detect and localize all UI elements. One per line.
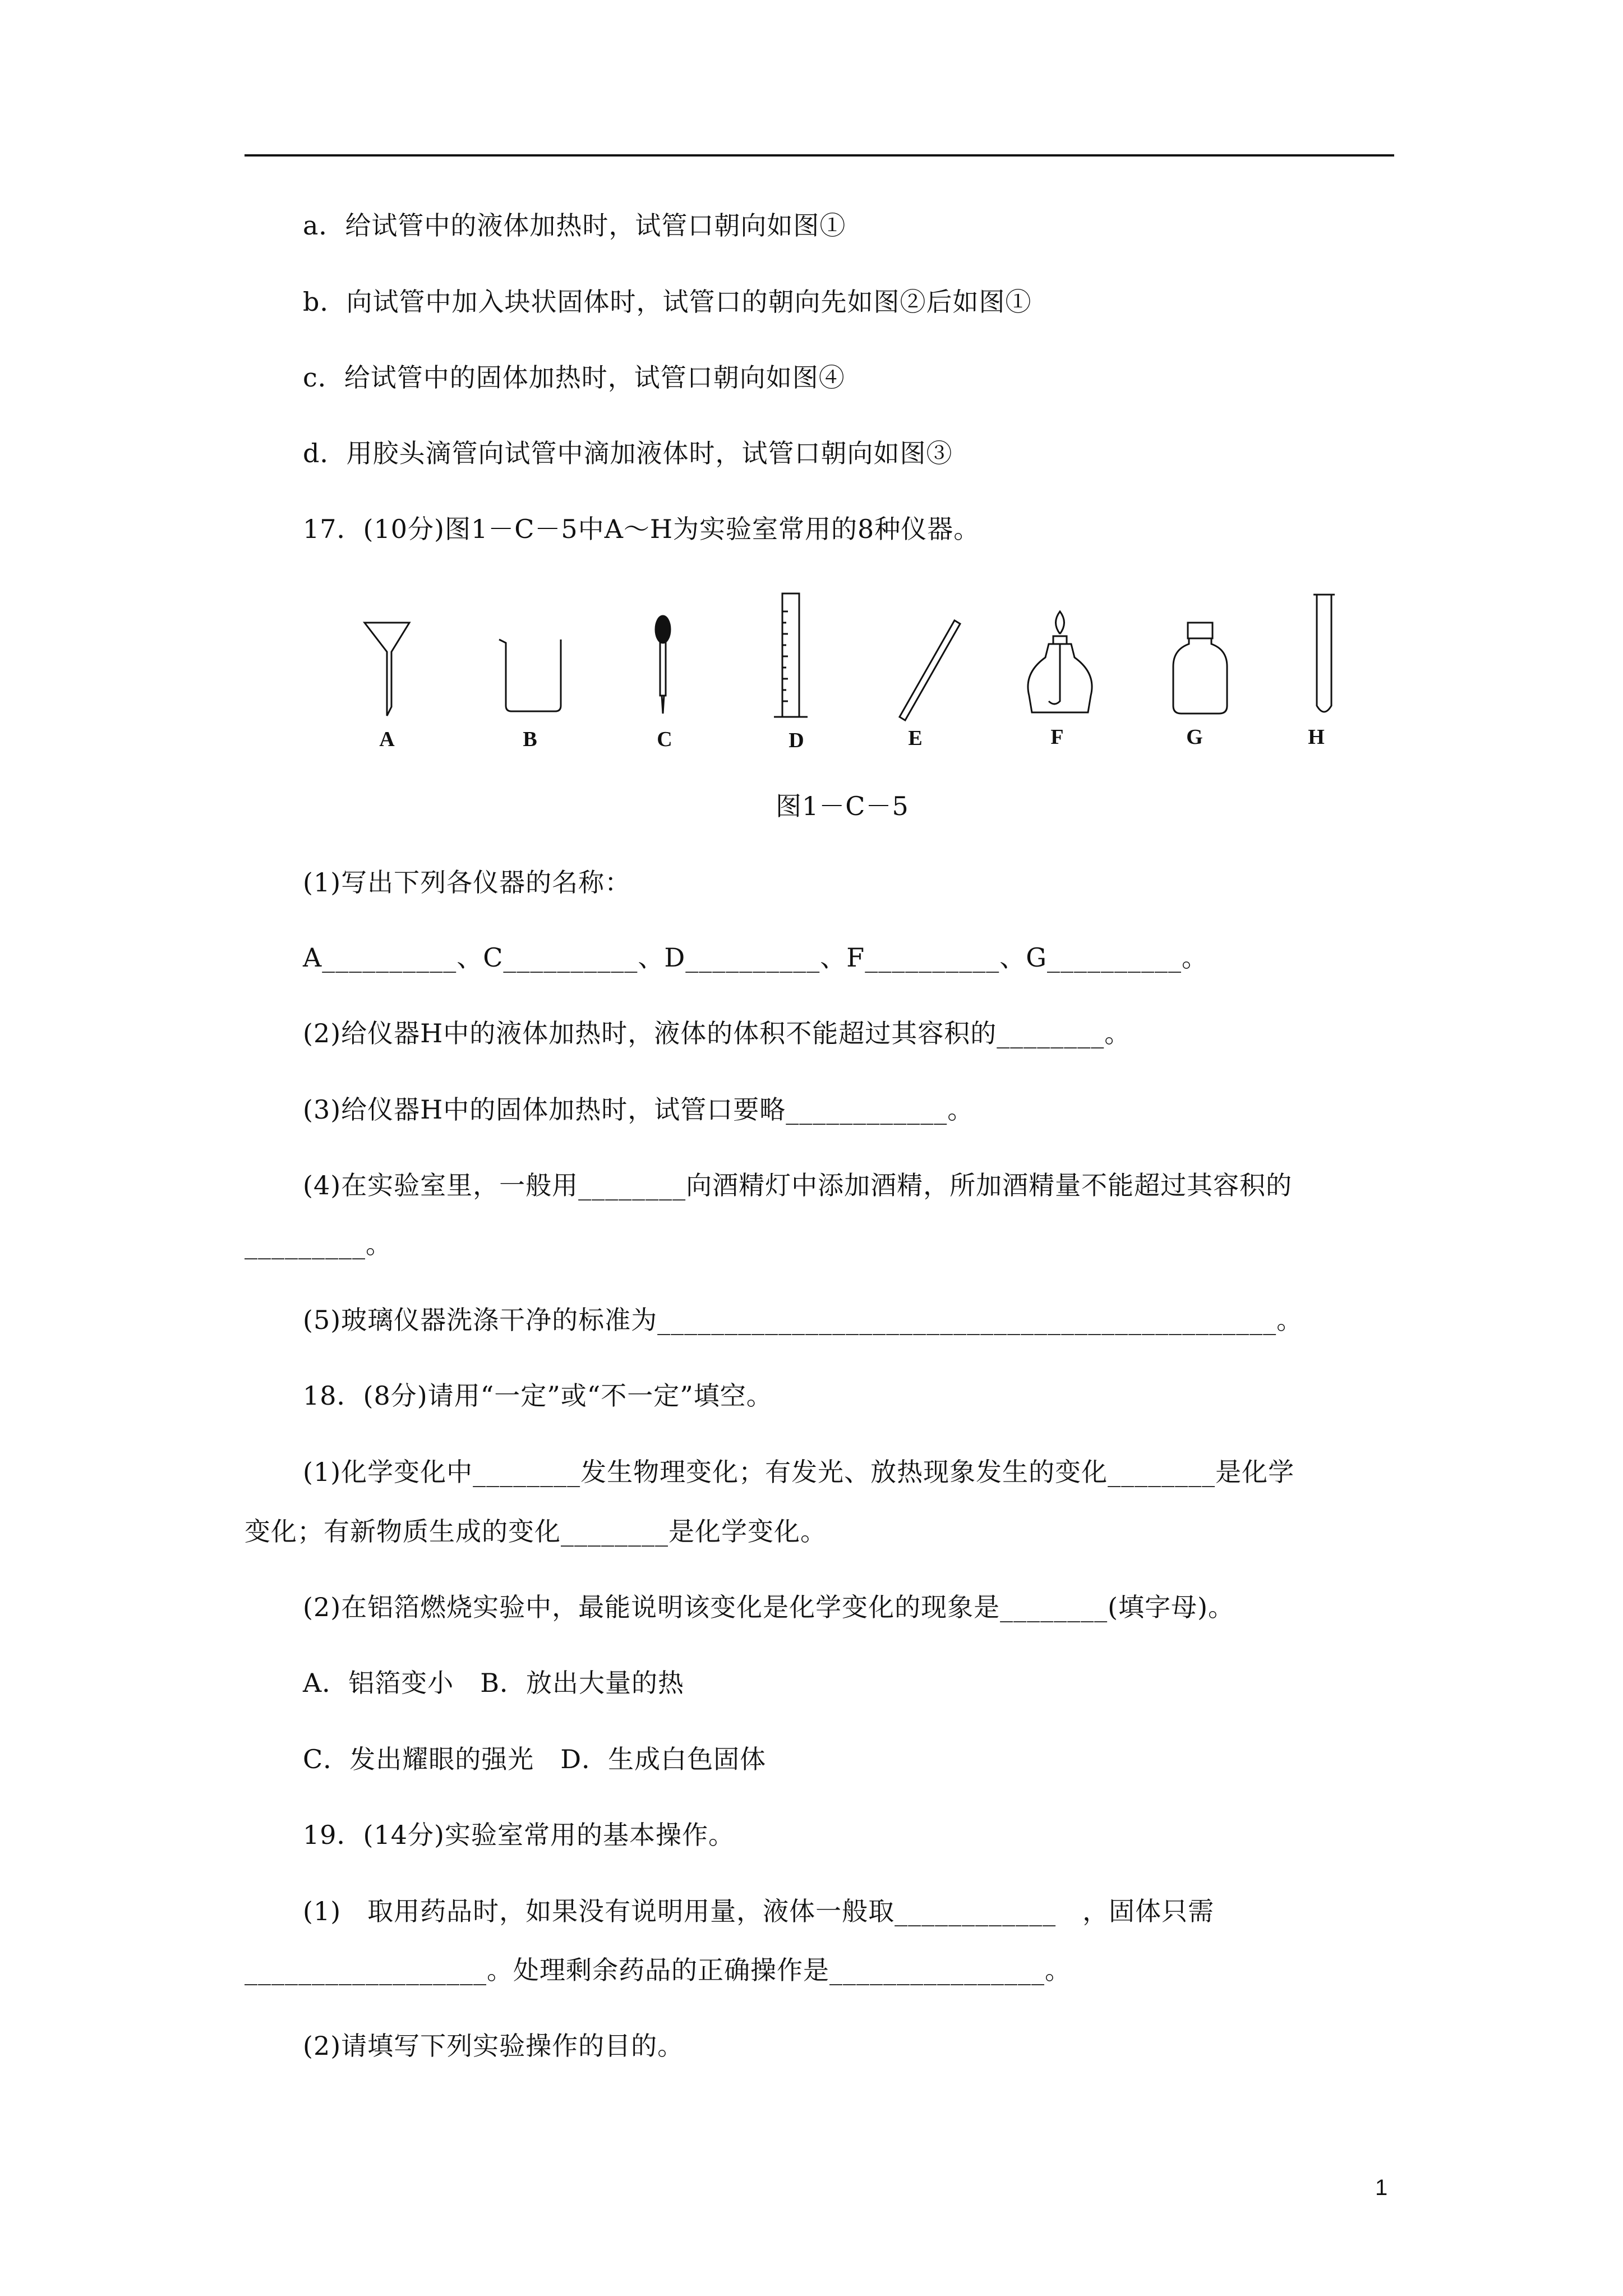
figure-label-d: D — [789, 729, 804, 752]
page-number: 1 — [1375, 2175, 1388, 2200]
option-c: c．给试管中的固体加热时，试管口朝向如图④ — [303, 362, 845, 393]
figure-caption: 图1－C－5 — [776, 791, 909, 821]
graduated-cylinder-icon — [774, 593, 808, 717]
q19-part-1-cont: __________________。处理剩余药品的正确操作是________________。 — [245, 1955, 1071, 1985]
q17-part-4: (4)在实验室里，一般用________向酒精灯中添加酒精，所加酒精量不能超过其容积的 — [303, 1170, 1293, 1200]
q19-part-2: (2)请填写下列实验操作的目的。 — [303, 2031, 684, 2061]
q17-part-4-cont: _________。 — [245, 1229, 392, 1259]
figure-label-f: F — [1050, 725, 1064, 749]
option-b: b．向试管中加入块状固体时，试管口的朝向先如图②后如图① — [303, 287, 1032, 317]
figure-label-g: G — [1186, 725, 1203, 749]
reagent-bottle-icon — [1173, 623, 1227, 714]
question-18-heading: 18．(8分)请用“一定”或“不一定”填空。 — [303, 1381, 773, 1411]
q18-part-1: (1)化学变化中________发生物理变化；有发光、放热现象发生的变化________是化学 — [303, 1457, 1295, 1487]
q17-part-5: (5)玻璃仪器洗涤干净的标准为______________________________________________。 — [303, 1305, 1303, 1335]
option-d: d．用胶头滴管向试管中滴加液体时，试管口朝向如图③ — [303, 438, 953, 468]
alcohol-lamp-icon — [1028, 611, 1092, 712]
figure-instruments — [331, 583, 1374, 752]
option-a: a．给试管中的液体加热时，试管口朝向如图① — [303, 210, 846, 241]
question-17-heading: 17．(10分)图1－C－5中A～H为实验室常用的8种仪器。 — [303, 514, 980, 544]
figure-label-c: C — [657, 728, 672, 751]
q17-part-3: (3)给仪器H中的固体加热时，试管口要略____________。 — [303, 1094, 974, 1125]
dropper-icon — [656, 616, 670, 714]
figure-label-a: A — [379, 728, 395, 751]
q17-part-2: (2)给仪器H中的液体加热时，液体的体积不能超过其容积的________。 — [303, 1018, 1131, 1048]
q19-part-1: (1) 取用药品时，如果没有说明用量，液体一般取____________ ，固体只需 — [303, 1896, 1215, 1926]
q17-part-1: (1)写出下列各仪器的名称： — [303, 867, 631, 898]
glass-rod-icon — [900, 620, 960, 720]
funnel-icon — [365, 623, 409, 716]
question-19-heading: 19．(14分)实验室常用的基本操作。 — [303, 1820, 735, 1850]
q18-choices-cd: C．发出耀眼的强光 D．生成白色固体 — [303, 1744, 767, 1774]
figure-label-h: H — [1308, 725, 1325, 749]
figure-label-b: B — [523, 728, 537, 751]
test-tube-icon — [1313, 595, 1335, 712]
q18-part-2: (2)在铝箔燃烧实验中，最能说明该变化是化学变化的现象是________(填字母)。 — [303, 1592, 1235, 1622]
header-rule — [245, 154, 1394, 157]
figure-label-e: E — [908, 726, 923, 750]
q17-part-1-blanks: A__________、C__________、D__________、F__________、G__________。 — [303, 942, 1208, 973]
beaker-icon — [499, 639, 561, 711]
q18-part-1-cont: 变化；有新物质生成的变化________是化学变化。 — [245, 1516, 827, 1547]
q18-choices-ab: A．铝箔变小 B．放出大量的热 — [303, 1668, 685, 1698]
